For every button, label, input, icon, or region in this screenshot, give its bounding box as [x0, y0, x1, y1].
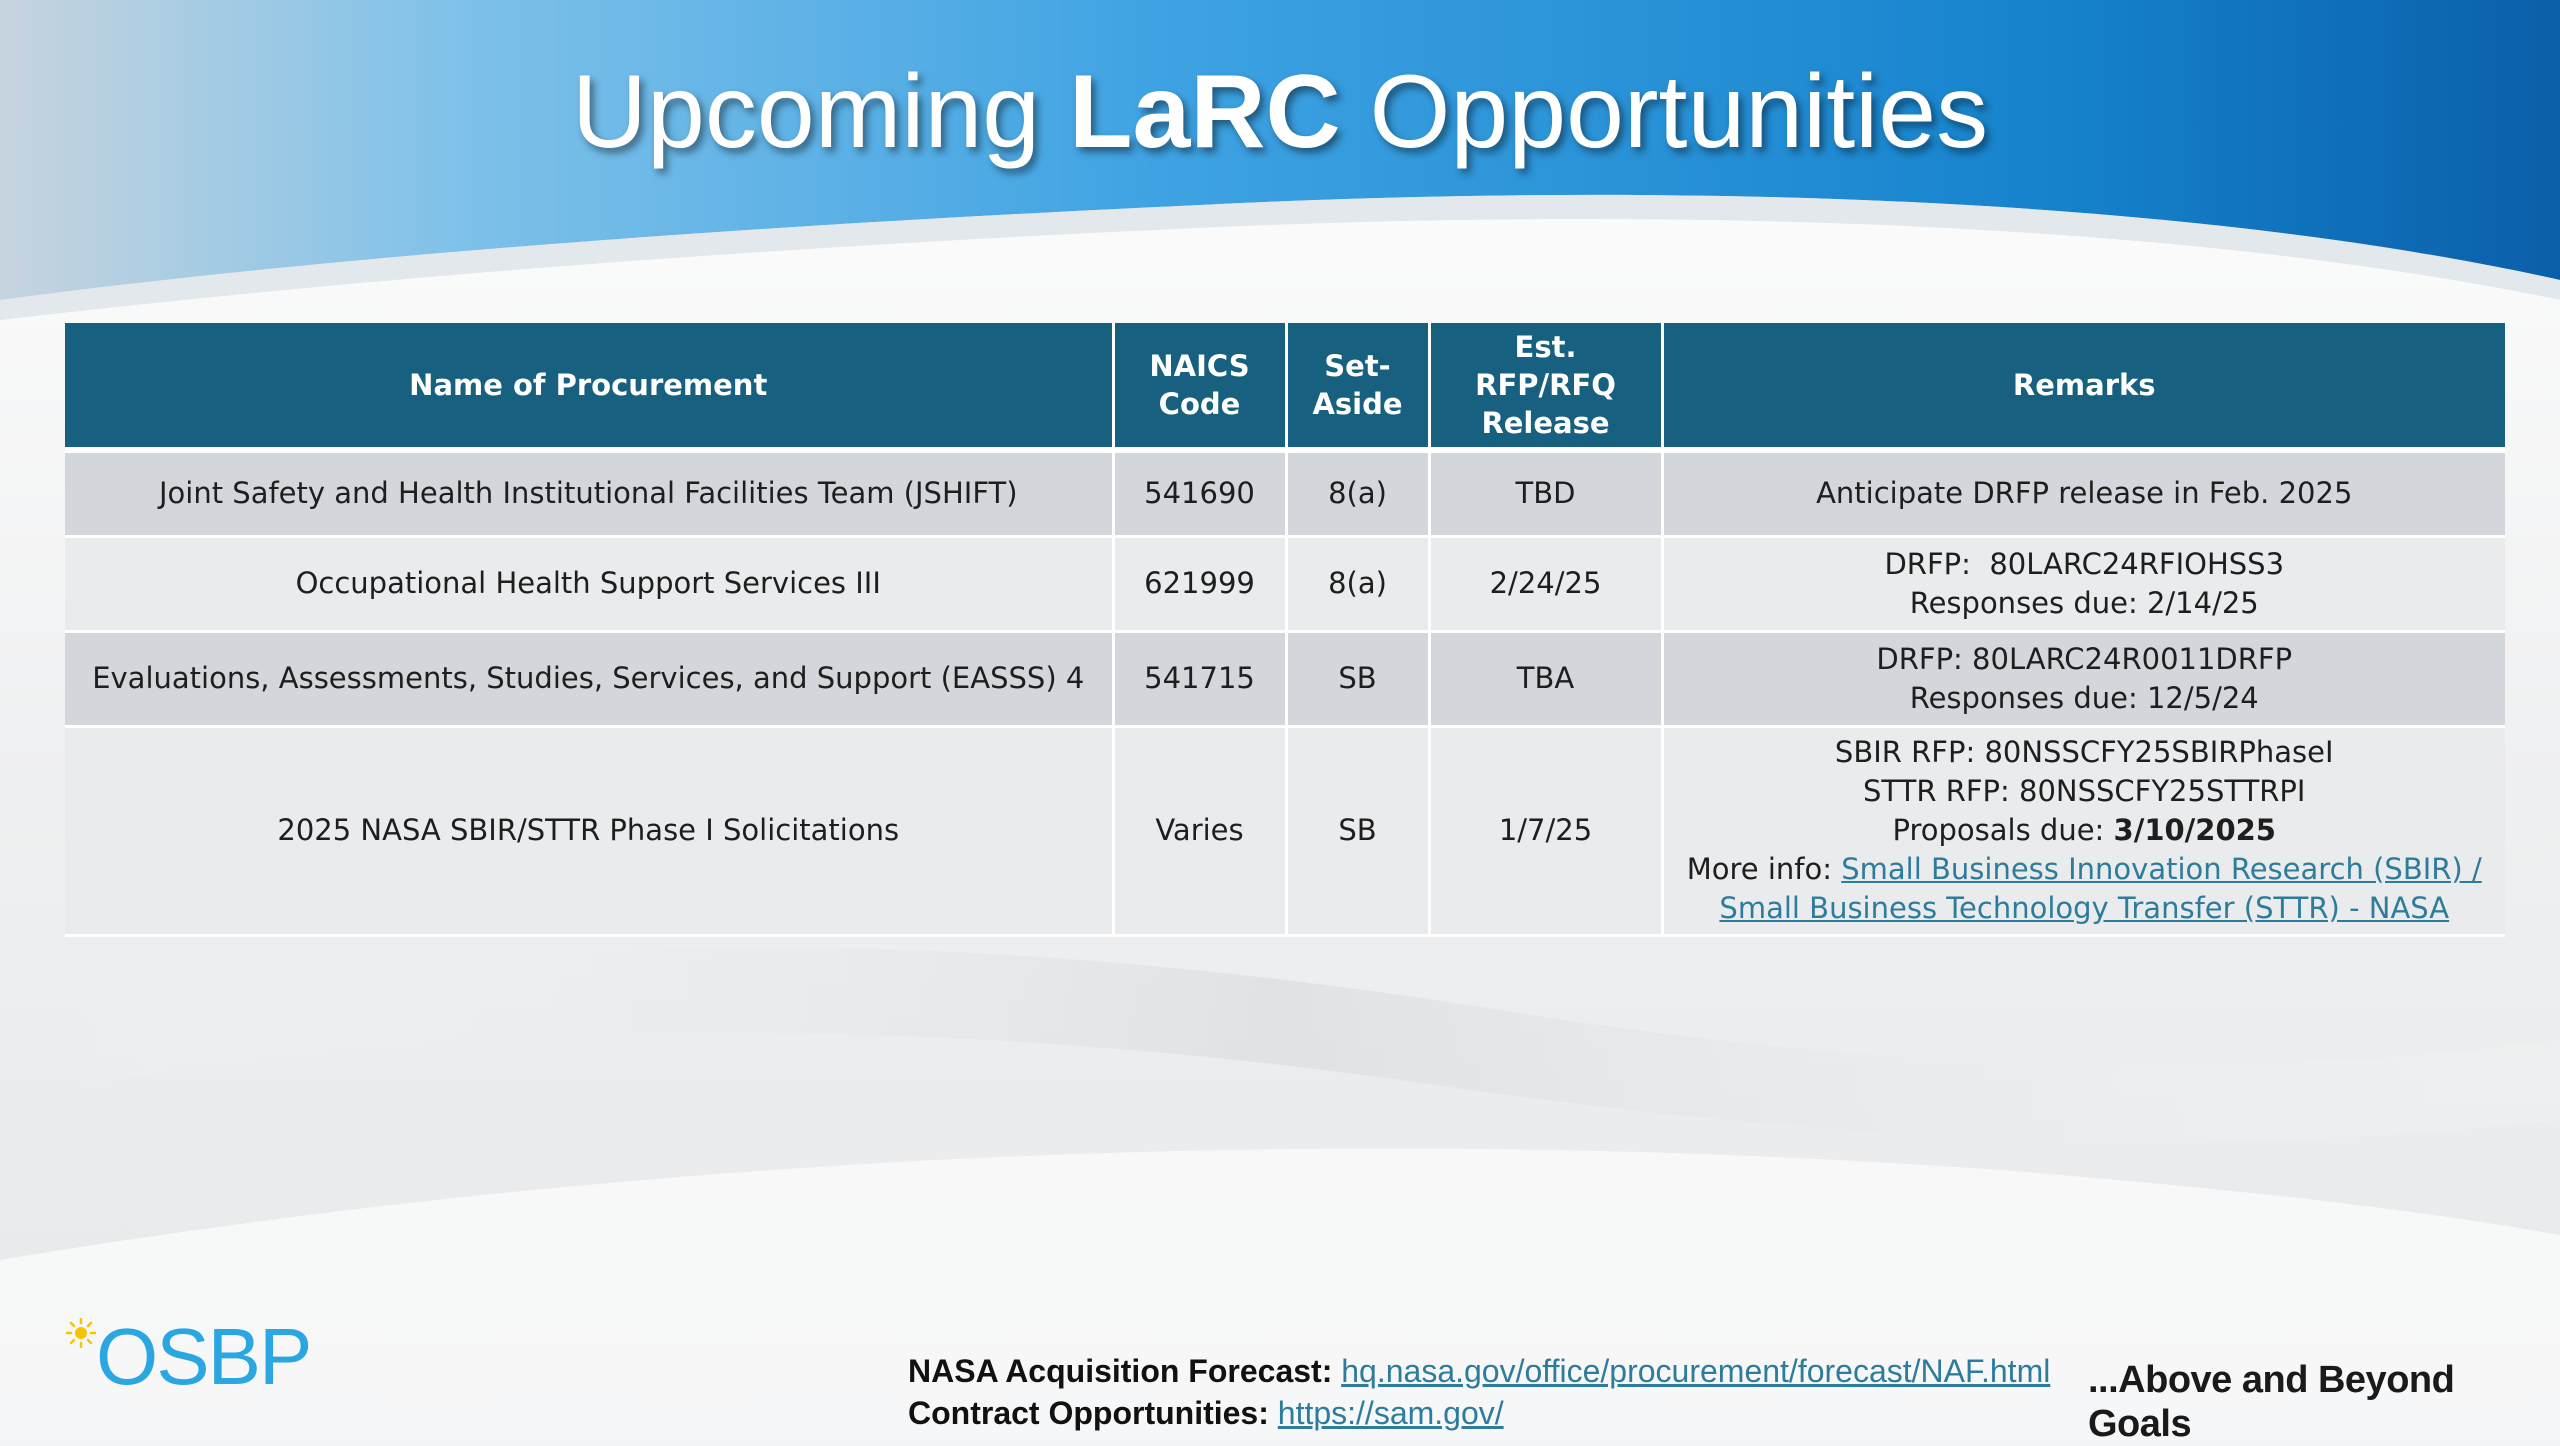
- due-date: 3/10/2025: [2113, 813, 2276, 847]
- cell-set-aside: SB: [1286, 726, 1429, 935]
- cell-name: 2025 NASA SBIR/STTR Phase I Solicitations: [65, 726, 1113, 935]
- table-row: [65, 536, 2505, 631]
- header-remarks: Remarks: [1662, 323, 2505, 450]
- cell-naics: Varies: [1113, 726, 1286, 935]
- procurement-table: [65, 323, 2505, 937]
- remarks-line: Responses due: 12/5/24: [1909, 680, 2259, 715]
- header-name: Name of Procurement: [65, 323, 1113, 450]
- tagline: ...Above and Beyond Goals: [2088, 1359, 2455, 1445]
- cell-naics: 541715: [1113, 631, 1286, 726]
- cell-remarks: [1662, 450, 2505, 536]
- title-text: Upcoming: [571, 54, 1070, 170]
- cell-name: Joint Safety and Health Institutional Facilities Team (JSHIFT): [65, 450, 1113, 536]
- cell-remarks: [1662, 631, 2505, 726]
- cell-set-aside: SB: [1286, 631, 1429, 726]
- contract-label: Contract Opportunities:: [908, 1395, 1269, 1431]
- cell-remarks: [1662, 726, 2505, 935]
- cell-remarks: [1662, 536, 2505, 631]
- cell-release: TBD: [1429, 450, 1662, 536]
- table-row: [65, 450, 2505, 536]
- cell-release: TBA: [1429, 631, 1662, 726]
- remarks-line: SBIR RFP: 80NSSCFY25SBIRPhaseI: [1834, 735, 2334, 769]
- title-bold-text: LaRC: [1069, 54, 1341, 170]
- header-set-aside: Set-Aside: [1286, 323, 1429, 450]
- slide-title: [0, 52, 2560, 172]
- header-release: Est. RFP/RFQ Release: [1429, 323, 1662, 450]
- cell-naics: 541690: [1113, 450, 1286, 536]
- remarks-due-line: [1674, 811, 2496, 850]
- sun-icon: [66, 1318, 96, 1348]
- header-naics: NAICS Code: [1113, 323, 1286, 450]
- footer-links: [908, 1350, 2050, 1434]
- contract-line: [908, 1392, 2050, 1434]
- cell-naics: 621999: [1113, 536, 1286, 631]
- table-row: [65, 631, 2505, 726]
- remarks-line: Responses due: 2/14/25: [1909, 585, 2259, 620]
- cell-release: 1/7/25: [1429, 726, 1662, 935]
- cell-set-aside: 8(a): [1286, 536, 1429, 631]
- forecast-link[interactable]: hq.nasa.gov/office/procurement/forecast/NAF.html: [1341, 1353, 2051, 1389]
- table-row: [65, 726, 2505, 935]
- remarks-more-info-line: [1674, 850, 2496, 889]
- table-header-row: [65, 323, 2505, 450]
- remarks-line: DRFP: 80LARC24RFIOHSS3: [1884, 546, 2285, 581]
- forecast-line: [908, 1350, 2050, 1392]
- cell-set-aside: 8(a): [1286, 450, 1429, 536]
- more-info-label: More info:: [1686, 852, 1842, 886]
- sbir-info-link[interactable]: Small Business Innovation Research (SBIR) /: [1841, 852, 2482, 886]
- due-label: Proposals due:: [1892, 813, 2114, 847]
- contract-link[interactable]: https://sam.gov/: [1277, 1395, 1504, 1431]
- forecast-label: NASA Acquisition Forecast:: [908, 1353, 1333, 1389]
- title-text-end: Opportunities: [1340, 54, 1989, 170]
- remarks-line: STTR RFP: 80NSSCFY25STTRPI: [1863, 774, 2306, 808]
- cell-name: Evaluations, Assessments, Studies, Services, and Support (EASSS) 4: [65, 631, 1113, 726]
- osbp-logo: OSBP: [96, 1312, 311, 1401]
- sttr-info-link[interactable]: Small Business Technology Transfer (STTR) - NASA: [1719, 891, 2450, 925]
- remarks-line: Anticipate DRFP release in Feb. 2025: [1816, 476, 2353, 511]
- cell-release: 2/24/25: [1429, 536, 1662, 631]
- cell-name: Occupational Health Support Services III: [65, 536, 1113, 631]
- remarks-line: DRFP: 80LARC24R0011DRFP: [1876, 641, 2293, 676]
